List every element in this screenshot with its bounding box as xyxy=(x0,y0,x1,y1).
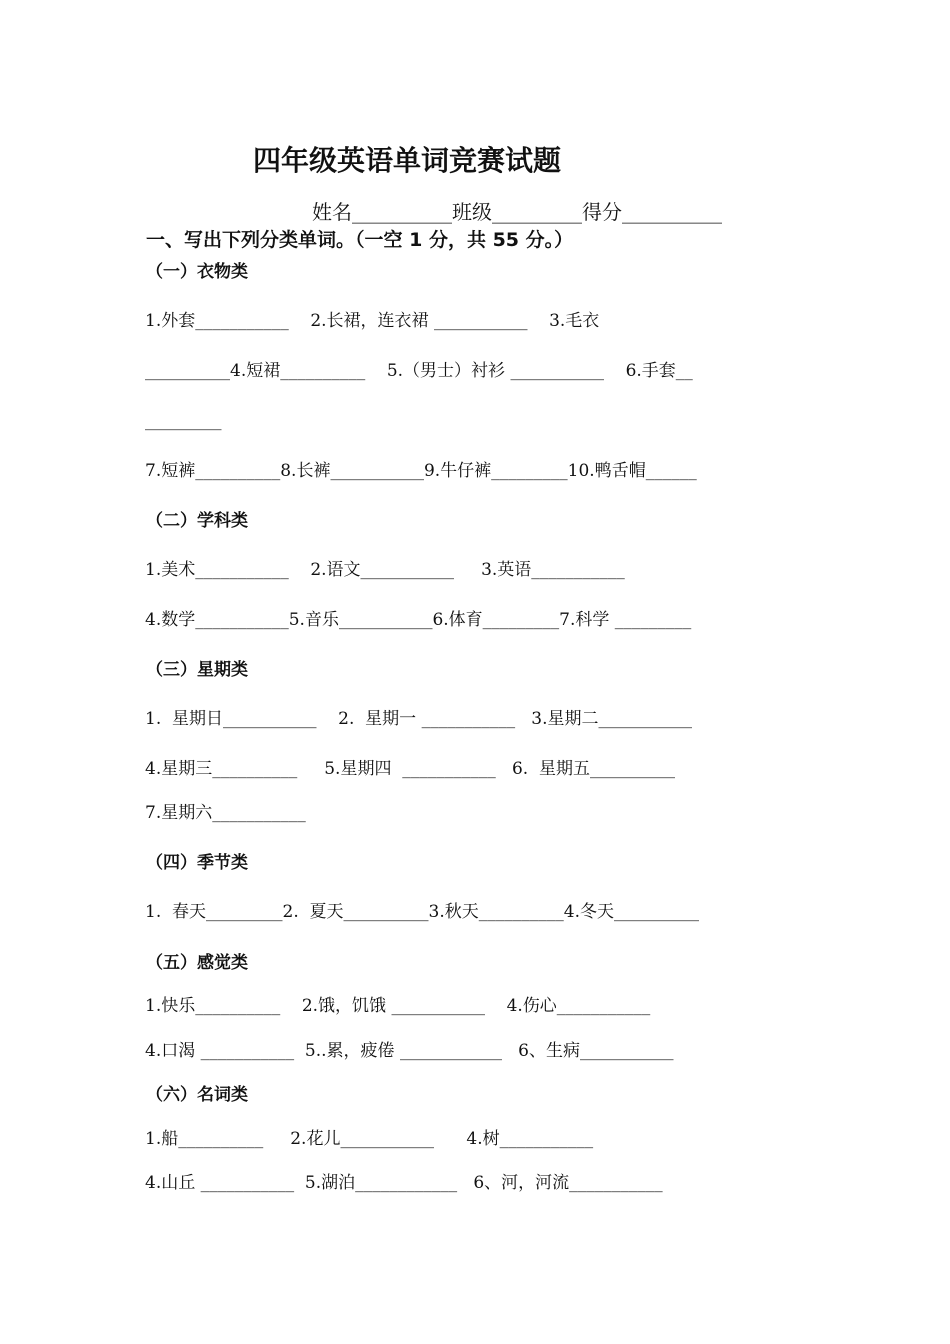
student-info-line: 姓名__________班级_________得分__________ xyxy=(312,200,722,224)
question-line: 4.口渴 ___________ 5..累，疲倦 ____________ 6、生病___________ xyxy=(145,1041,674,1061)
question-line: 1.船__________ 2.花儿___________ 4.树___________ xyxy=(145,1129,594,1149)
question-line: 4.数学___________5.音乐___________6.体育_________7.科学 _________ xyxy=(145,610,692,630)
category-heading-subjects: （二）学科类 xyxy=(146,511,248,531)
category-heading-feelings: （五）感觉类 xyxy=(146,953,248,973)
question-line: 7.星期六___________ xyxy=(145,803,306,823)
question-line: 1.快乐__________ 2.饿，饥饿 ___________ 4.伤心___________ xyxy=(145,996,651,1016)
question-line: 1.外套___________ 2.长裙，连衣裙 ___________ 3.毛衣 xyxy=(145,311,600,331)
question-line: 4.山丘 ___________ 5.湖泊____________ 6、河，河流___________ xyxy=(145,1173,663,1193)
page-title: 四年级英语单词竞赛试题 xyxy=(253,144,562,177)
category-heading-seasons: （四）季节类 xyxy=(146,853,248,873)
category-heading-weekdays: （三）星期类 xyxy=(146,660,248,680)
question-line: 1. 星期日___________ 2. 星期一 ___________ 3.星期二___________ xyxy=(145,709,693,729)
category-heading-nouns: （六）名词类 xyxy=(146,1085,248,1105)
category-heading-clothes: （一）衣物类 xyxy=(146,262,248,282)
question-line: _________ xyxy=(145,411,222,431)
section-heading: 一、写出下列分类单词。（一空 1 分，共 55 分。） xyxy=(146,229,574,251)
question-line: 1.美术___________ 2.语文___________ 3.英语___________ xyxy=(145,560,625,580)
question-line: 1. 春天_________2. 夏天__________3.秋天__________4.冬天__________ xyxy=(145,902,699,922)
question-line: __________4.短裙__________ 5.（男士）衬衫 ___________ 6.手套__ xyxy=(145,361,693,381)
question-line: 4.星期三__________ 5.星期四 ___________ 6. 星期五__________ xyxy=(145,759,676,779)
question-line: 7.短裤__________8.长裤___________9.牛仔裤_________10.鸭舌帽______ xyxy=(145,461,697,481)
